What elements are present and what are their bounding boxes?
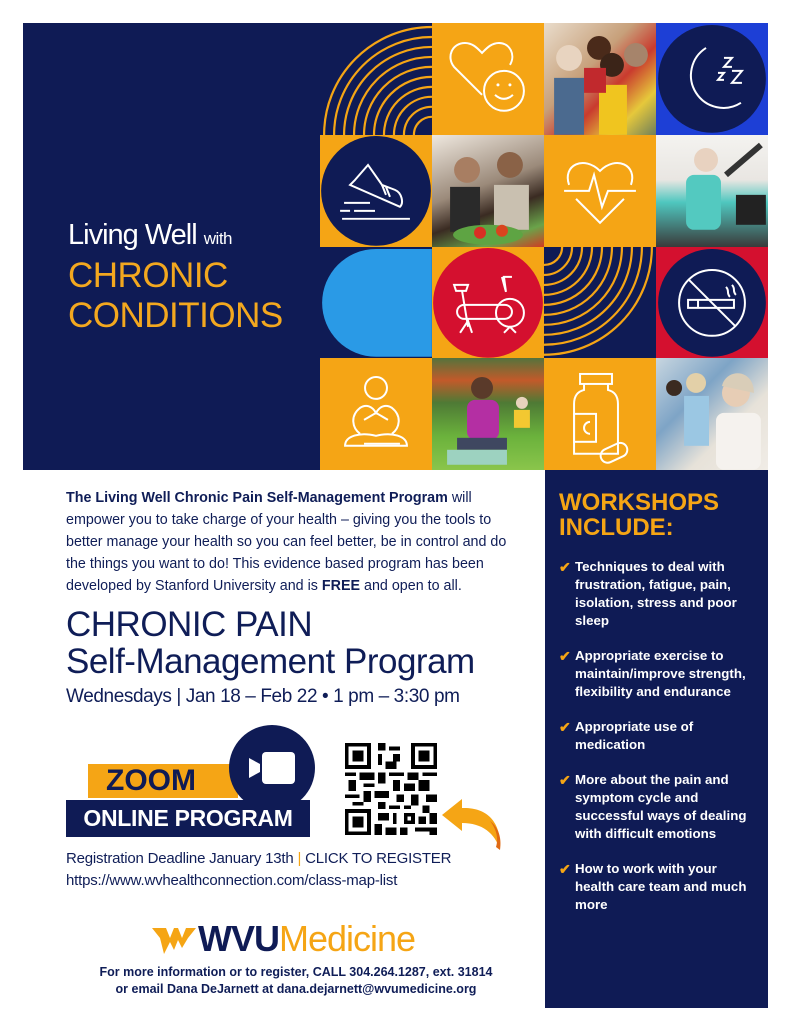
medication-tile [544,358,656,470]
zoom-label: ZOOM [106,764,196,797]
click-to-register-link[interactable]: CLICK TO REGISTER [305,850,452,867]
rings-tile-2 [544,247,656,359]
intro-program-name: The Living Well Chronic Pain Self-Management Program [66,490,448,506]
program-title: CHRONIC PAIN Self-Management Program [66,605,475,681]
bike-tile [432,247,544,359]
online-program-label: ONLINE PROGRAM [66,800,310,837]
heart-smile-tile [432,23,544,135]
contact-info [66,964,526,998]
moon-sleep-icon [656,23,768,135]
heartbeat-icon [544,135,656,247]
photo-cooking [432,135,544,247]
photo-elliptical [656,135,768,247]
registration-deadline: Registration Deadline January 13th [66,850,294,867]
no-smoking-icon [656,247,768,359]
meditation-icon [320,358,432,470]
photo-stretching [432,358,544,470]
contact-phone: For more information or to register, CALL 304.264.1287, ext. 31814 [99,965,493,979]
intro-paragraph: The Living Well Chronic Pain Self-Management Program will empower you to take charge of your health – giving you the tools to better manage your health so you can feel better, be in control and do the things you want to do! This evidence based program has been developed by Stanford University and is FREE and open to all. [66,490,507,594]
workshop-item: ✔ Appropriate exercise to maintain/improve strength, flexibility and endurance [559,648,746,699]
heartbeat-tile [544,135,656,247]
workshop-item: ✔ How to work with your health care team and much more [559,861,747,912]
flying-wv-icon [152,924,196,954]
curved-arrow-icon [440,795,510,855]
video-camera-icon [229,725,315,811]
wvu-medicine-logo: WVU Medicine [152,918,415,960]
workshop-item: ✔ Appropriate use of medication [559,719,694,752]
workshop-item: ✔ Techniques to deal with frustration, fatigue, pain, isolation, stress and poor sleep [559,559,737,628]
workshops-heading: WORKSHOPS INCLUDE: [559,489,720,541]
checkmark-icon: ✔ [559,648,571,664]
hero-title [68,218,283,336]
heart-smile-icon [432,23,544,135]
checkmark-icon: ✔ [559,559,571,575]
title-living-well: Living Well [68,219,197,251]
shoe-tile [320,135,432,247]
title-conditions: CONDITIONS [68,296,283,335]
workshop-item: ✔ More about the pain and symptom cycle and successful ways of dealing with difficult emotions [559,772,747,841]
no-smoking-tile [656,247,768,359]
program-schedule: Wednesdays | Jan 18 – Feb 22 • 1 pm – 3:30 pm [66,686,460,707]
running-shoe-icon [320,135,432,247]
registration-info: Registration Deadline January 13th | CLICK TO REGISTER https://www.wvhealthconnection.com/class-map-list [66,848,451,892]
contact-email: or email Dana DeJarnett at dana.dejarnett@wvumedicine.org [115,982,477,996]
title-with: with [203,229,232,248]
icon-photo-grid [320,23,768,470]
checkmark-icon: ✔ [559,772,571,788]
rings-tile [320,23,432,135]
concentric-arcs-icon [320,23,432,135]
half-circle-tile [320,247,432,359]
hero-banner [23,23,768,470]
workshops-sidebar [545,470,768,1008]
photo-class [656,358,768,470]
intro-free: FREE [321,578,361,594]
title-chronic: CHRONIC [68,256,228,295]
concentric-arcs-icon [544,247,656,359]
workshop-list [559,558,759,931]
medication-bottle-icon [544,358,656,470]
checkmark-icon: ✔ [559,861,571,877]
qr-code[interactable] [345,743,437,835]
exercise-bike-icon [432,247,544,359]
photo-friends [544,23,656,135]
meditation-tile [320,358,432,470]
sleep-tile [656,23,768,135]
checkmark-icon: ✔ [559,719,571,735]
half-circle-shape [320,247,432,359]
registration-url-link[interactable]: https://www.wvhealthconnection.com/class-map-list [66,872,398,889]
